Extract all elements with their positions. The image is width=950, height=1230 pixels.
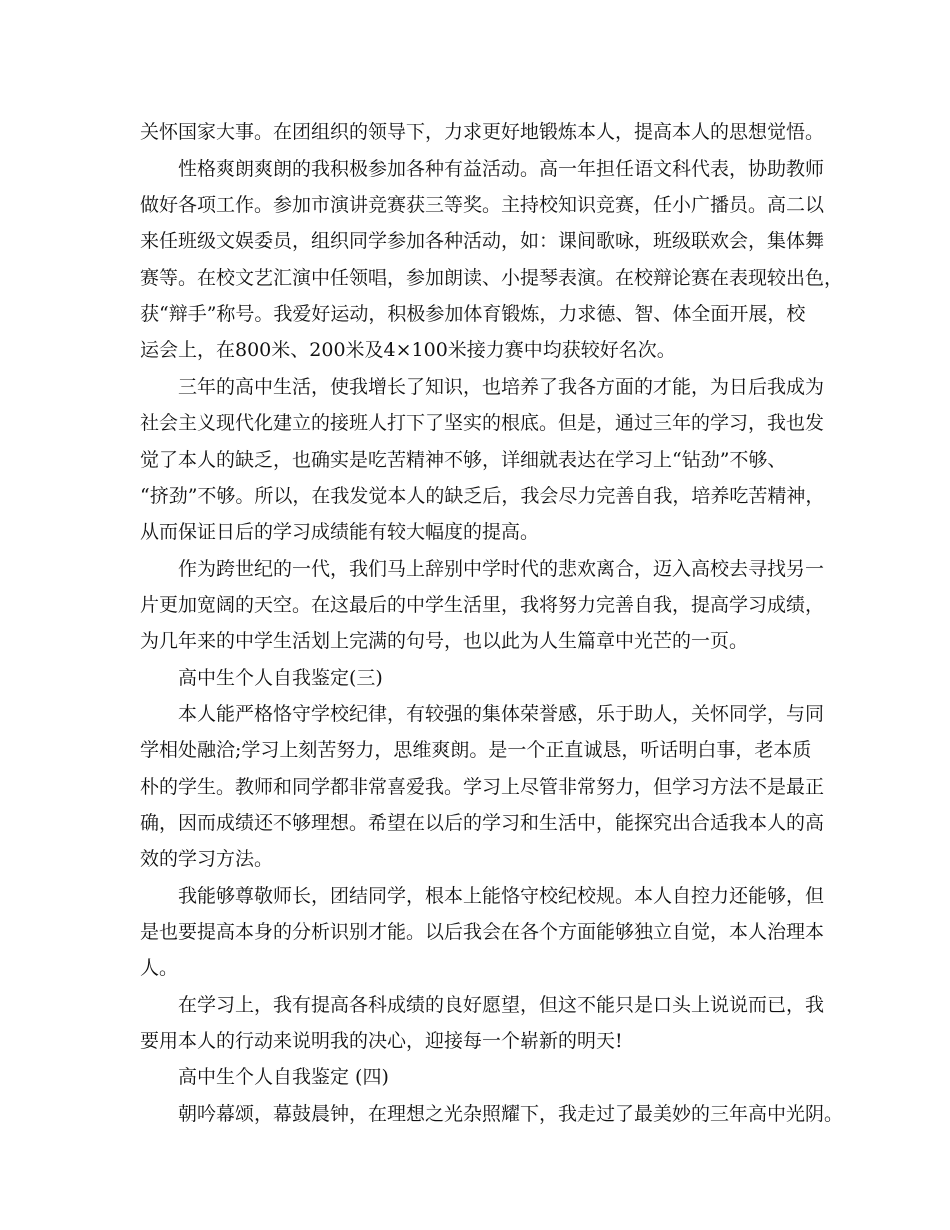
text-line: 人。 [140,957,179,979]
text-line: 运会上，在800米、200米及4×100米接力赛中均获较好名次。 [140,339,676,361]
text-line: 朴的学生。教师和同学都非常喜爱我。学习上尽管非常努力，但学习方法不是最正 [140,776,825,798]
text-line: 觉了本人的缺乏，也确实是吃苦精神不够，详细就表达在学习上“钻劲”不够、 [140,449,787,471]
section-heading: 高中生个人自我鉴定 (四) [178,1066,389,1088]
text-line: 效的学习方法。 [140,848,274,870]
text-line: 要用本人的行动来说明我的决心，迎接每一个崭新的明天! [140,1030,623,1052]
text-line: “挤劲”不够。所以，在我发觉本人的缺乏后，我会尽力完善自我，培养吃苦精神， [140,485,825,507]
text-line: 来任班级文娱委员，组织同学参加各种活动，如：课间歌咏，班级联欢会，集体舞 [140,230,825,252]
text-line: 是也要提高本身的分析识别才能。以后我会在各个方面能够独立自觉，本人治理本 [140,921,825,943]
text-line: 学相处融洽;学习上刻苦努力，思维爽朗。是一个正直诚恳，听话明白事，老本质 [140,739,812,761]
text-line: 获“辩手”称号。我爱好运动，积极参加体育锻炼，力求德、智、体全面开展，校 [140,303,806,325]
paragraph-start: 性格爽朗爽朗的我积极参加各种有益活动。高一年担任语文科代表，协助教师 [178,158,825,180]
paragraph-start: 本人能严格恪守学校纪律，有较强的集体荣誉感，乐于助人，关怀同学，与同 [178,703,825,725]
text-line: 确，因而成绩还不够理想。希望在以后的学习和生活中，能探究出合适我本人的高 [140,812,825,834]
text-line: 从而保证日后的学习成绩能有较大幅度的提高。 [140,521,540,543]
text-line: 为几年来的中学生活划上完满的句号，也以此为人生篇章中光芒的一页。 [140,630,749,652]
text-line: 社会主义现代化建立的接班人打下了坚实的根底。但是，通过三年的学习，我也发 [140,412,825,434]
text-line: 片更加宽阔的天空。在这最后的中学生活里，我将努力完善自我，提高学习成绩， [140,594,825,616]
paragraph-start: 在学习上，我有提高各科成绩的良好愿望，但这不能只是口头上说说而已，我 [178,994,825,1016]
paragraph-start: 朝吟幕颂，幕鼓晨钟，在理想之光杂照耀下，我走过了最美妙的三年高中光阴。 [178,1103,844,1125]
text-line: 赛等。在校文艺汇演中任领唱，参加朗读、小提琴表演。在校辩论赛在表现较出色， [140,267,844,289]
paragraph-start: 三年的高中生活，使我增长了知识，也培养了我各方面的才能，为日后我成为 [178,376,825,398]
text-line: 关怀国家大事。在团组织的领导下，力求更好地锻炼本人，提高本人的思想觉悟。 [140,121,825,143]
section-heading: 高中生个人自我鉴定(三) [178,667,383,689]
paragraph-start: 作为跨世纪的一代，我们马上辞别中学时代的悲欢离合，迈入高校去寻找另一 [178,558,825,580]
paragraph-start: 我能够尊敬师长，团结同学，根本上能恪守校纪校规。本人自控力还能够，但 [178,885,825,907]
text-line: 做好各项工作。参加市演讲竞赛获三等奖。主持校知识竞赛，任小广播员。高二以 [140,194,825,216]
